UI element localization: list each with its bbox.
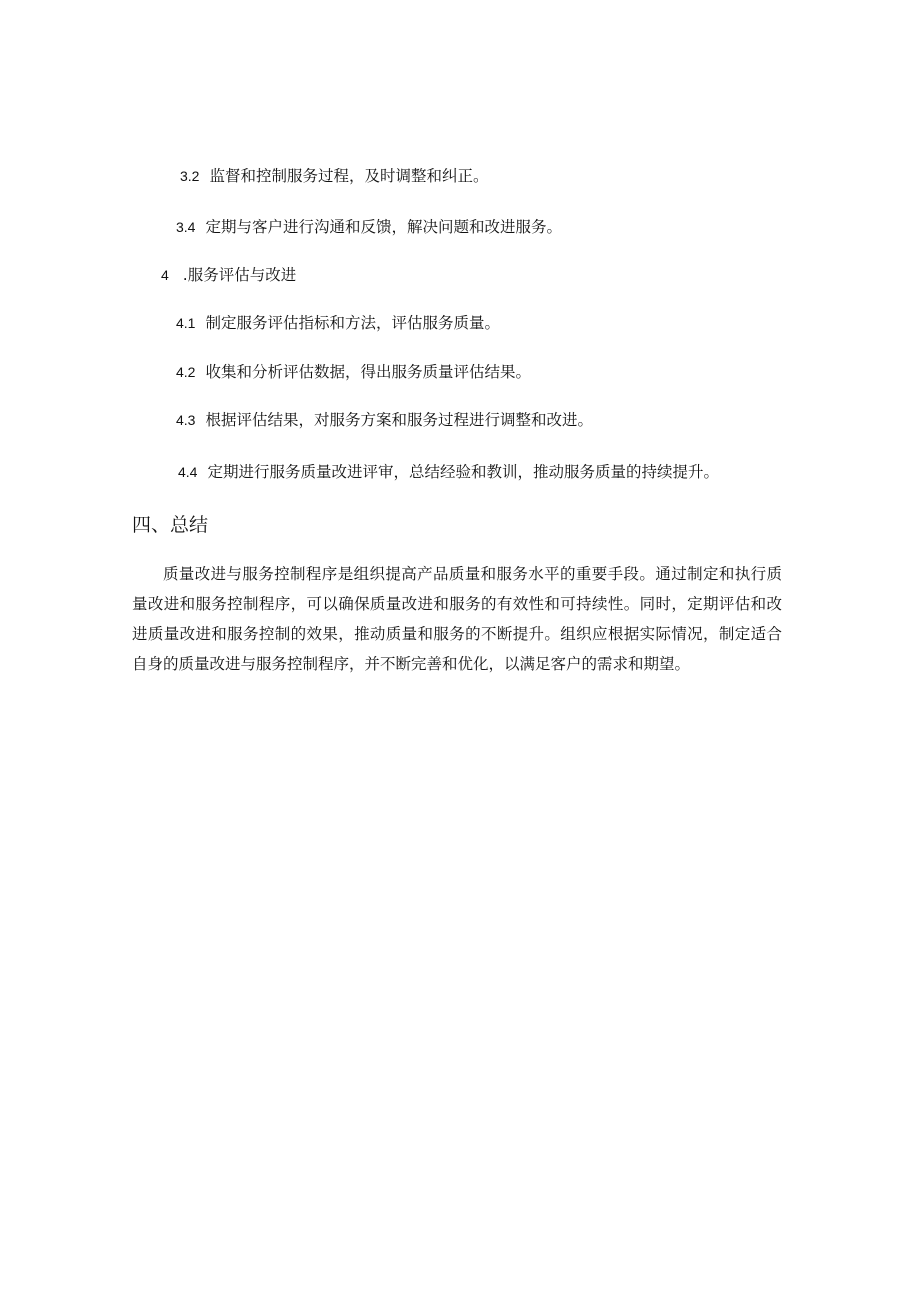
list-item-4-1 <box>176 313 500 333</box>
item-text: 监督和控制服务过程，及时调整和纠正。 <box>209 167 489 185</box>
list-heading-4 <box>161 265 296 285</box>
item-text: 收集和分析评估数据，得出服务质量评估结果。 <box>205 363 531 381</box>
item-text: 定期与客户进行沟通和反馈，解决问题和改进服务。 <box>205 218 562 236</box>
item-number: 4 <box>161 267 169 283</box>
item-number: 3.4 <box>176 219 196 235</box>
list-item-3-2 <box>180 166 488 186</box>
item-text: 根据评估结果，对服务方案和服务过程进行调整和改进。 <box>205 411 593 429</box>
item-number: 4.4 <box>178 464 198 480</box>
item-text: 定期进行服务质量改进评审，总结经验和教训，推动服务质量的持续提升。 <box>207 463 719 481</box>
summary-paragraph: 质量改进与服务控制程序是组织提高产品质量和服务水平的重要手段。通过制定和执行质量改进和服务控制程序，可以确保质量改进和服务的有效性和可持续性。同时，定期评估和改进质量改进和服务控制的效果，推动质量和服务的不断提升。组织应根据实际情况，制定适合自身的质量改进与服务控制程序，并不断完善和优化，以满足客户的需求和期望。 <box>132 565 782 673</box>
item-number: 3.2 <box>180 168 200 184</box>
item-text: 制定服务评估指标和方法，评估服务质量。 <box>205 314 500 332</box>
list-item-3-4 <box>176 217 562 237</box>
item-number: 4.1 <box>176 315 196 331</box>
list-item-4-3 <box>176 410 593 430</box>
list-item-4-2 <box>176 362 531 382</box>
item-number: 4.2 <box>176 364 196 380</box>
item-number: 4.3 <box>176 412 196 428</box>
section-heading: 四、总结 <box>132 514 209 536</box>
item-text: .服务评估与改进 <box>182 266 297 284</box>
list-item-4-4 <box>178 462 719 482</box>
